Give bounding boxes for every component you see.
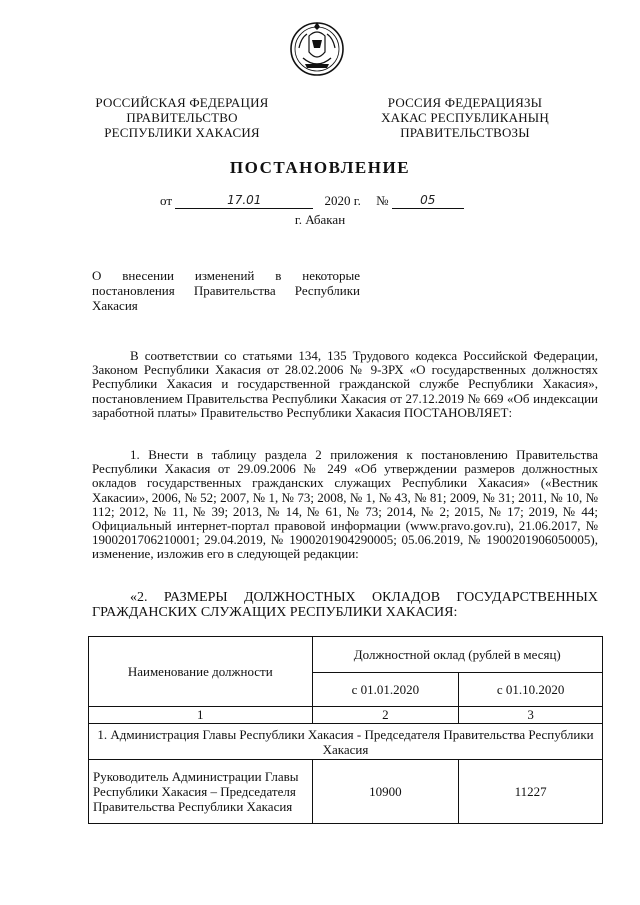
document-title: ПОСТАНОВЛЕНИЕ	[229, 158, 411, 177]
header-right	[360, 95, 570, 140]
number-prefix: №	[376, 193, 389, 208]
header-right-line: ХАКАС РЕСПУБЛИКАНЫҢ	[381, 110, 549, 125]
header-date-2: с 01.10.2020	[459, 673, 603, 707]
header-date-1: с 01.01.2020	[312, 673, 459, 707]
column-number: 3	[459, 707, 603, 724]
table-section-row	[89, 724, 603, 760]
document-subject: О внесении изменений в некоторые постановления Правительства Республики Хакасия	[92, 268, 360, 313]
coat-of-arms-emblem	[287, 18, 347, 78]
table-row	[89, 760, 603, 824]
preamble-paragraph: В соответствии со статьями 134, 135 Трудового кодекса Российской Федерации, Законом Республики Хакасия от 28.02.2006 № 9-ЗРХ «О государственных должностях Республики Хакасия и государственной гражданской службе Республики Хакасия», постановлением Правительства Республики Хакасия от 27.12.2019 № 669 «Об индексации заработной платы» Правительство Республики Хакасия ПОСТАНОВЛЯЕТ:	[92, 348, 598, 420]
section-1-title: 1. Администрация Главы Республики Хакасия - Председателя Правительства Республики Хакасия	[89, 724, 603, 760]
header-right-line: РОССИЯ ФЕДЕРАЦИЯЗЫ	[387, 95, 543, 110]
header-left-line: ПРАВИТЕЛЬСТВО	[126, 110, 238, 125]
column-number: 2	[312, 707, 459, 724]
table-column-numbers	[89, 707, 603, 724]
header-position: Наименование должности	[89, 637, 313, 707]
year-text: 2020 г.	[324, 193, 361, 208]
header-left-line: РОССИЙСКАЯ ФЕДЕРАЦИЯ	[95, 95, 269, 110]
row-salary-1: 10900	[312, 760, 459, 824]
date-number-line	[160, 193, 464, 209]
salary-table	[88, 636, 603, 824]
header-salary: Должностной оклад (рублей в месяц)	[312, 637, 602, 673]
number-handwritten: 05	[392, 193, 464, 209]
section-heading: «2. РАЗМЕРЫ ДОЛЖНОСТНЫХ ОКЛАДОВ ГОСУДАРСТВЕННЫХ ГРАЖДАНСКИХ СЛУЖАЩИХ РЕСПУБЛИКИ ХАКАСИЯ:	[92, 590, 598, 620]
header-left-line: РЕСПУБЛИКИ ХАКАСИЯ	[104, 125, 260, 140]
date-handwritten: 17.01	[175, 193, 313, 209]
header-left	[82, 95, 282, 140]
city: г. Абакан	[294, 212, 346, 227]
table-header-row	[89, 637, 603, 673]
header-right-line: ПРАВИТЕЛЬСТВОЗЫ	[400, 125, 530, 140]
column-number: 1	[89, 707, 313, 724]
row-salary-2: 11227	[459, 760, 603, 824]
row-position: Руководитель Администрации Главы Республики Хакасия – Председателя Правительства Республики Хакасия	[89, 760, 313, 824]
date-prefix: от	[160, 193, 173, 208]
item-1-paragraph: 1. Внести в таблицу раздела 2 приложения к постановлению Правительства Республики Хакасия от 29.09.2006 № 249 «Об утверждении размеров должностных окладов государственных гражданских служащих Республики Хакасия» («Вестник Хакасии», 2006, № 52; 2007, № 1, № 73; 2008, № 1, № 43, № 81; 2009, № 31; 2011, № 10, № 112; 2012, № 11, № 39; 2013, № 14, № 61, № 73; 2014, № 2; 2015, № 17; 2019, № 44; Официальный интернет-портал правовой информации (www.pravo.gov.ru), 21.06.2017, № 1900201706210001; 29.04.2019, № 1900201904290005; 05.06.2019, № 1900201906050005), изменение, изложив его в следующей редакции:	[92, 447, 598, 562]
